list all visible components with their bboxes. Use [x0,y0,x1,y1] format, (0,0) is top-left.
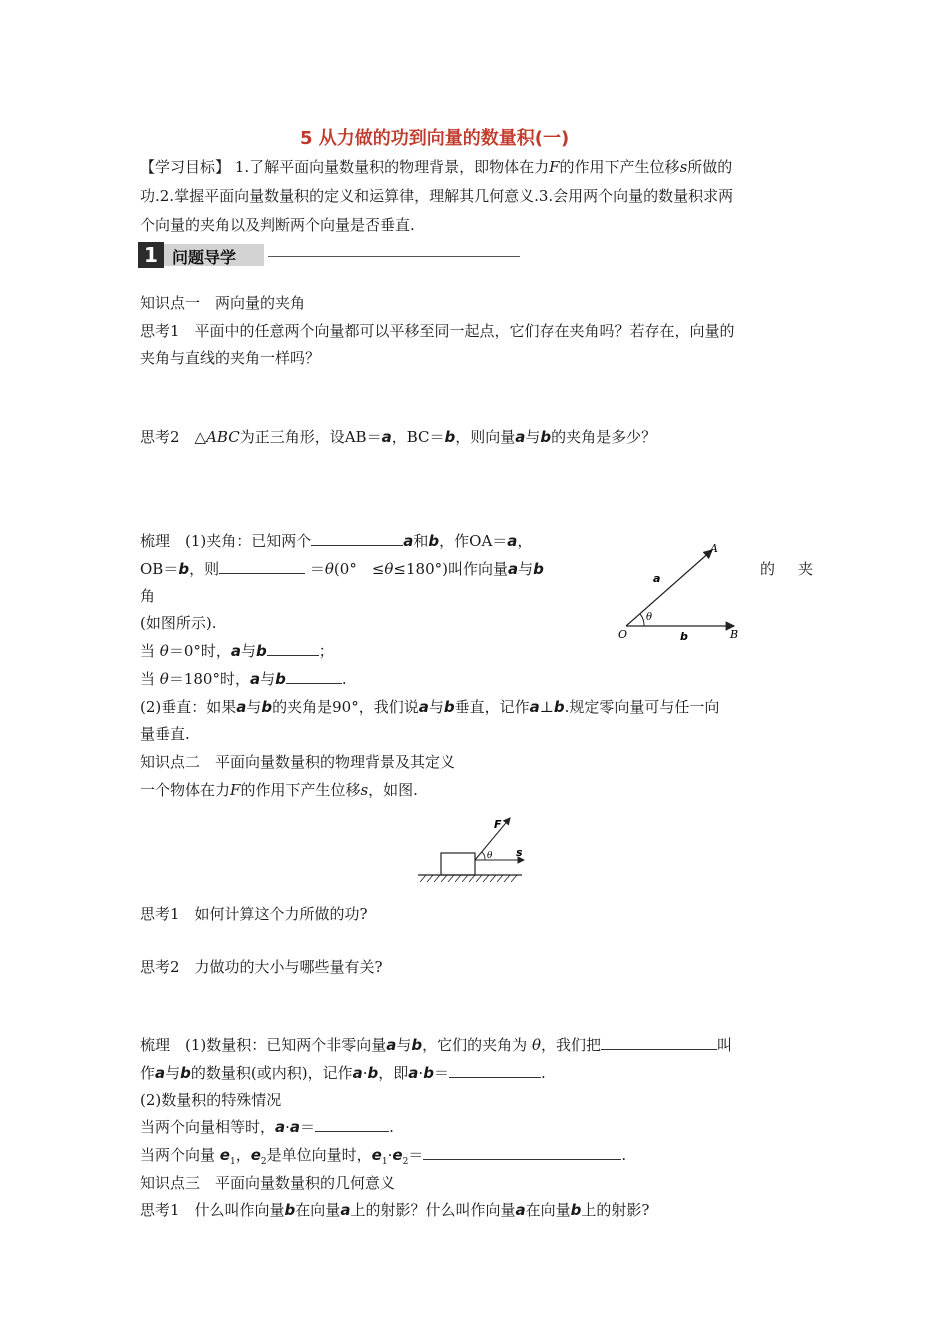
vector-a-arrow [626,550,712,626]
blank-8[interactable] [423,1145,621,1160]
kp1-perp-line1: (2)垂直：如果a与b的夹角是90°，我们说a与b垂直，记作a⊥b.规定零向量可与任一向 [140,698,720,716]
kp1-summary-line1: 梳理 (1)夹角：已知两个 a和b，作OA＝a， [140,532,533,550]
kp1-when-0: 当 θ＝0°时，a与b ； [140,642,334,660]
kp2-unit: 当两个向量 $e_1$，$e_2$是单位向量时，$e_1\cdot e_2=$ . [140,1146,627,1167]
kp2-equal: 当两个向量相等时，a·a＝ . [140,1118,394,1136]
section-divider [268,256,520,257]
blank-1[interactable] [311,531,403,546]
kp2-summary-line1: 梳理 (1)数量积：已知两个非零向量a与b，它们的夹角为 θ，我们把 叫 [140,1036,732,1054]
kp2-summary-line2: 作a与b的数量积(或内积)，记作a·b，即a·b＝ . [140,1064,546,1082]
kp2-think1: 思考1 如何计算这个力所做的功? [140,905,368,923]
kp2-intro: 一个物体在力F的作用下产生位移s，如图. [140,781,418,799]
kp1-summary-line3: 角 [140,587,156,605]
force-angle-arc [482,852,485,860]
label-theta: θ [646,612,653,623]
force-figure [414,808,526,886]
objectives-line-3: 个向量的夹角以及判断两个向量是否垂直. [140,216,415,234]
section-number: 1 [138,242,164,268]
objectives-line-1: 【学习目标】 1.了解平面向量数量积的物理背景，即物体在力F的作用下产生位移s所做的 [140,158,733,176]
angle-figure [610,538,750,642]
kp2-heading: 知识点二 平面向量数量积的物理背景及其定义 [140,753,456,771]
angle-arc [640,614,644,626]
kp1-perp-line2: 量垂直. [140,725,190,743]
kp2-special: (2)数量积的特殊情况 [140,1091,282,1109]
kp1-when-180: 当 θ＝180°时，a与b . [140,670,347,688]
objectives-label: 【学习目标】 [140,158,231,176]
blank-4[interactable] [286,669,342,684]
objectives-line-2: 功.2.掌握平面向量数量积的定义和运算律，理解其几何意义.3.会用两个向量的数量积求两 [140,187,734,205]
kp1-summary-line4: (如图所示). [140,614,217,632]
kp1-summary-line2-tail: 的 夹 [760,560,818,578]
blank-2[interactable] [219,559,305,574]
section-title: 问题导学 [172,248,237,267]
label-O: O [618,628,628,641]
kp1-heading: 知识点一 两向量的夹角 [140,294,306,312]
label-theta-2: θ [487,851,493,861]
label-A: A [710,542,718,555]
label-b: b [680,630,688,642]
blank-6[interactable] [449,1063,541,1078]
label-s: s [516,846,523,859]
kp1-summary-line2: OB＝b，则 ＝θ(0° ≤θ≤180°)叫作向量a与b [140,560,544,578]
kp3-heading: 知识点三 平面向量数量积的几何意义 [140,1174,396,1192]
label-F: F [494,818,502,831]
kp3-think1: 思考1 什么叫作向量b在向量a上的射影？什么叫作向量a在向量b上的射影? [140,1201,650,1219]
ground-hatching [420,875,517,882]
label-B: B [730,628,739,641]
kp1-think1-line1: 思考1 平面中的任意两个向量都可以平移至同一起点，它们存在夹角吗？若存在，向量的 [140,322,735,340]
blank-5[interactable] [601,1035,717,1050]
kp1-think1-line2: 夹角与直线的夹角一样吗？ [140,349,321,367]
kp2-think2: 思考2 力做功的大小与哪些量有关? [140,958,383,976]
block [441,853,475,875]
blank-3[interactable] [267,641,319,656]
label-a: a [653,572,661,585]
force-arrow [475,818,510,860]
kp1-think2: 思考2 △ABC为正三角形，设AB＝a，BC＝b，则向量a与b的夹角是多少？ [140,428,657,446]
page-title: 5 从力做的功到向量的数量积(一) [300,128,570,149]
blank-7[interactable] [315,1117,389,1132]
